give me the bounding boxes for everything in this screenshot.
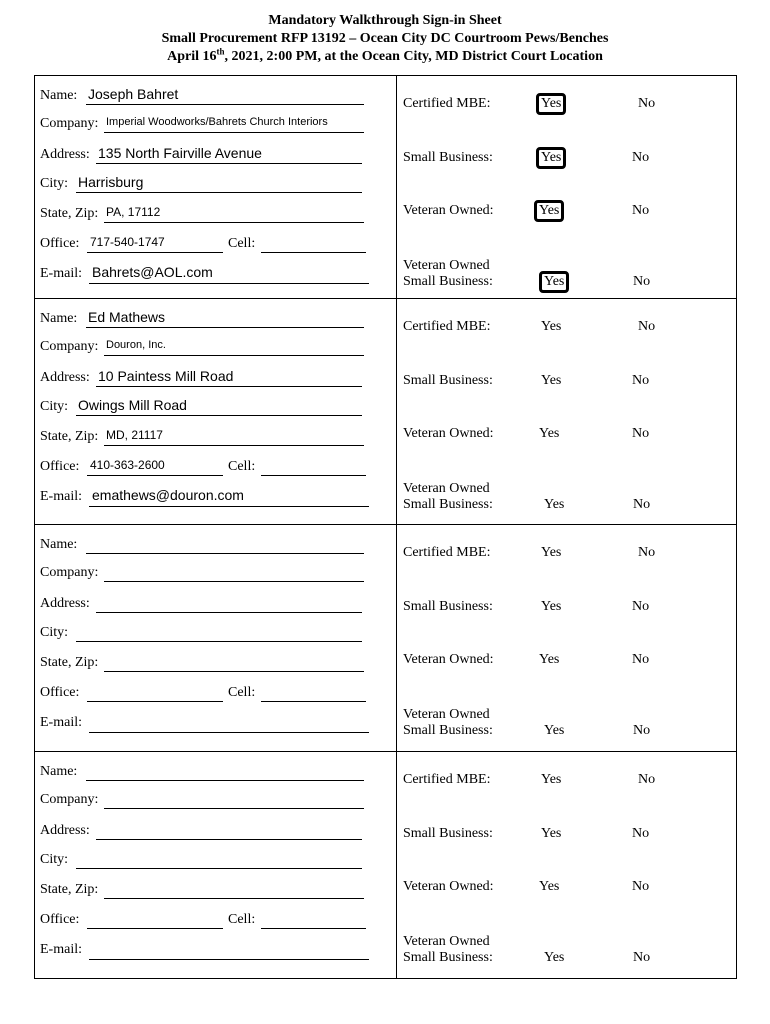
small-business-no-option[interactable]: No: [632, 599, 650, 614]
veteran-owned-yes-option[interactable]: Yes: [539, 879, 560, 894]
small-business-yes-option[interactable]: Yes: [541, 826, 562, 841]
address-field[interactable]: 135 North Fairville Avenue: [98, 145, 262, 161]
fill-line: [86, 553, 364, 554]
date-rest: , 2021, 2:00 PM, at the Ocean City, MD District Court Location: [224, 49, 603, 64]
label-small-business: Small Business:: [403, 599, 493, 614]
label-office: Office:: [40, 685, 80, 700]
fill-line: [86, 780, 364, 781]
label-veteran-owned-line1: Veteran Owned: [403, 934, 490, 949]
fill-line: [104, 898, 364, 899]
label-email: E-mail:: [40, 489, 82, 504]
fill-line: [89, 732, 369, 733]
fill-line: [104, 808, 364, 809]
certified-mbe-no-option[interactable]: No: [638, 96, 656, 111]
label-name: Name:: [40, 764, 78, 779]
label-name: Name:: [40, 88, 78, 103]
certified-mbe-yes-option[interactable]: Yes: [541, 319, 562, 334]
sheet-date-line: [0, 48, 770, 66]
veteran-owned-no-option[interactable]: No: [632, 879, 650, 894]
fill-line: [87, 701, 223, 702]
label-state-zip: State, Zip:: [40, 429, 99, 444]
label-veteran-owned: Veteran Owned:: [403, 426, 494, 441]
label-certified-mbe: Certified MBE:: [403, 96, 491, 111]
label-company: Company:: [40, 116, 99, 131]
label-email: E-mail:: [40, 715, 82, 730]
fill-line: [261, 475, 366, 476]
veteran-owned-small-business-no-option[interactable]: No: [633, 274, 651, 289]
certified-mbe-no-option[interactable]: No: [638, 772, 656, 787]
name-field[interactable]: Joseph Bahret: [88, 86, 179, 102]
fill-line: [261, 252, 366, 253]
label-address: Address:: [40, 596, 90, 611]
label-cell: Cell:: [228, 685, 256, 700]
veteran-owned-no-option[interactable]: No: [632, 426, 650, 441]
certified-mbe-yes-option[interactable]: Yes: [541, 545, 562, 560]
label-veteran-owned-line2: Small Business:: [403, 723, 493, 738]
fill-line: [76, 415, 362, 416]
label-email: E-mail:: [40, 266, 82, 281]
label-veteran-owned: Veteran Owned:: [403, 879, 494, 894]
label-small-business: Small Business:: [403, 373, 493, 388]
fill-line: [96, 163, 362, 164]
name-field[interactable]: Ed Mathews: [88, 309, 166, 325]
veteran-owned-small-business-no-option[interactable]: No: [633, 950, 651, 965]
label-city: City:: [40, 399, 69, 414]
label-certified-mbe: Certified MBE:: [403, 772, 491, 787]
city-field[interactable]: Owings Mill Road: [78, 397, 187, 413]
fill-line: [76, 192, 362, 193]
label-veteran-owned-line2: Small Business:: [403, 274, 493, 289]
label-small-business: Small Business:: [403, 150, 493, 165]
fill-line: [104, 581, 364, 582]
label-veteran-owned-line2: Small Business:: [403, 497, 493, 512]
row-divider: [34, 524, 737, 525]
veteran-owned-yes-option[interactable]: Yes: [539, 652, 560, 667]
fill-line: [104, 671, 364, 672]
row-divider: [34, 298, 737, 299]
fill-line: [104, 132, 364, 133]
city-field[interactable]: Harrisburg: [78, 174, 144, 190]
fill-line: [87, 252, 223, 253]
fill-line: [104, 222, 364, 223]
label-name: Name:: [40, 311, 78, 326]
label-company: Company:: [40, 792, 99, 807]
fill-line: [89, 283, 369, 284]
label-city: City:: [40, 176, 69, 191]
veteran-owned-small-business-no-option[interactable]: No: [633, 497, 651, 512]
label-veteran-owned-line2: Small Business:: [403, 950, 493, 965]
veteran-owned-small-business-no-option[interactable]: No: [633, 723, 651, 738]
state-zip-field[interactable]: MD, 21117: [106, 428, 163, 442]
label-veteran-owned: Veteran Owned:: [403, 203, 494, 218]
certified-mbe-no-option[interactable]: No: [638, 545, 656, 560]
label-certified-mbe: Certified MBE:: [403, 545, 491, 560]
certified-mbe-yes-option[interactable]: Yes: [541, 772, 562, 787]
small-business-yes-option[interactable]: Yes: [541, 373, 562, 388]
label-office: Office:: [40, 236, 80, 251]
fill-line: [89, 506, 369, 507]
fill-line: [96, 612, 362, 613]
fill-line: [86, 104, 364, 105]
office-phone-field[interactable]: 717-540-1747: [90, 235, 165, 249]
date-suffix: th: [216, 46, 225, 57]
label-email: E-mail:: [40, 942, 82, 957]
sheet-title: Mandatory Walkthrough Sign-in Sheet: [268, 13, 502, 28]
label-state-zip: State, Zip:: [40, 206, 99, 221]
veteran-owned-small-business-yes-option[interactable]: Yes: [544, 497, 565, 512]
label-veteran-owned-line1: Veteran Owned: [403, 258, 490, 273]
label-office: Office:: [40, 912, 80, 927]
certified-mbe-no-option[interactable]: No: [638, 319, 656, 334]
label-company: Company:: [40, 565, 99, 580]
label-name: Name:: [40, 537, 78, 552]
veteran-owned-no-option[interactable]: No: [632, 652, 650, 667]
label-state-zip: State, Zip:: [40, 655, 99, 670]
veteran-owned-yes-option[interactable]: Yes: [534, 200, 564, 222]
label-address: Address:: [40, 823, 90, 838]
small-business-no-option[interactable]: No: [632, 373, 650, 388]
fill-line: [89, 959, 369, 960]
label-address: Address:: [40, 147, 90, 162]
label-city: City:: [40, 852, 69, 867]
fill-line: [261, 928, 366, 929]
small-business-yes-option[interactable]: Yes: [536, 147, 566, 169]
company-field[interactable]: Imperial Woodworks/Bahrets Church Interiors: [106, 116, 328, 128]
email-field[interactable]: emathews@douron.com: [92, 487, 244, 503]
fill-line: [104, 355, 364, 356]
fill-line: [86, 327, 364, 328]
label-office: Office:: [40, 459, 80, 474]
fill-line: [76, 641, 362, 642]
label-veteran-owned: Veteran Owned:: [403, 652, 494, 667]
address-field[interactable]: 10 Paintess Mill Road: [98, 368, 234, 384]
row-divider: [34, 751, 737, 752]
label-city: City:: [40, 625, 69, 640]
sheet-subtitle: Small Procurement RFP 13192 – Ocean City DC Courtroom Pews/Benches: [161, 31, 609, 46]
column-divider: [396, 75, 397, 979]
label-state-zip: State, Zip:: [40, 882, 99, 897]
date-prefix: April 16: [167, 49, 217, 64]
certified-mbe-yes-option[interactable]: Yes: [536, 93, 566, 115]
veteran-owned-small-business-yes-option[interactable]: Yes: [539, 271, 569, 293]
label-small-business: Small Business:: [403, 826, 493, 841]
fill-line: [104, 445, 364, 446]
label-company: Company:: [40, 339, 99, 354]
small-business-no-option[interactable]: No: [632, 826, 650, 841]
label-veteran-owned-line1: Veteran Owned: [403, 707, 490, 722]
veteran-owned-no-option[interactable]: No: [632, 203, 650, 218]
veteran-owned-small-business-yes-option[interactable]: Yes: [544, 950, 565, 965]
email-field[interactable]: Bahrets@AOL.com: [92, 264, 213, 280]
office-phone-field[interactable]: 410-363-2600: [90, 458, 165, 472]
label-certified-mbe: Certified MBE:: [403, 319, 491, 334]
fill-line: [87, 475, 223, 476]
fill-line: [261, 701, 366, 702]
fill-line: [96, 386, 362, 387]
label-cell: Cell:: [228, 912, 256, 927]
label-cell: Cell:: [228, 459, 256, 474]
label-veteran-owned-line1: Veteran Owned: [403, 481, 490, 496]
small-business-no-option[interactable]: No: [632, 150, 650, 165]
veteran-owned-small-business-yes-option[interactable]: Yes: [544, 723, 565, 738]
fill-line: [96, 839, 362, 840]
fill-line: [87, 928, 223, 929]
small-business-yes-option[interactable]: Yes: [541, 599, 562, 614]
veteran-owned-yes-option[interactable]: Yes: [539, 426, 560, 441]
label-cell: Cell:: [228, 236, 256, 251]
label-address: Address:: [40, 370, 90, 385]
state-zip-field[interactable]: PA, 17112: [106, 205, 161, 219]
fill-line: [76, 868, 362, 869]
company-field[interactable]: Douron, Inc.: [106, 339, 166, 351]
